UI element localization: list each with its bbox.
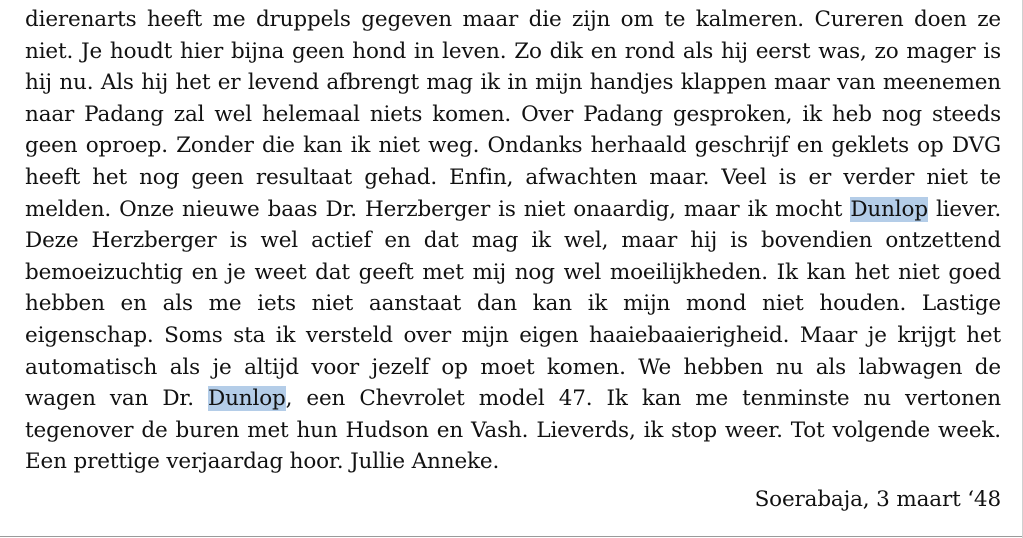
text-line: heeft het nog geen resultaat gehad. Enfin, afwachten maar. Veel is er verder niet te <box>25 164 1001 190</box>
text-line: hebben en als me iets niet aanstaat dan kan ik mijn mond niet houden. Lastige <box>25 291 1001 317</box>
search-highlight: Dunlop <box>850 196 928 222</box>
text-line: niet. Je houdt hier bijna geen hond in leven. Zo dik en rond als hij eerst was, zo mager is <box>25 38 1001 64</box>
text-line: tegenover de buren met hun Hudson en Vash. Lieverds, ik stop weer. Tot volgende week. <box>25 417 1001 443</box>
text-segment: liever. <box>935 196 1001 222</box>
text-line: geen oproep. Zonder die kan ik niet weg. Ondanks herhaald geschrijf en geklets op DVG <box>25 133 1001 159</box>
text-line: eigenschap. Soms sta ik versteld over mijn eigen haaiebaaierigheid. Maar je krijgt het <box>25 322 1001 348</box>
text-line: dierenarts heeft me druppels gegeven maar die zijn om te kalmeren. Cureren doen ze <box>25 7 1001 32</box>
search-highlight: Dunlop <box>207 386 286 412</box>
text-line: bemoeizuchtig en je weet dat geeft met mij nog wel moeilijkheden. Ik kan het niet goed <box>25 259 1001 285</box>
text-line: Deze Herzberger is wel actief en dat mag ik wel, maar hij is bovendien ontzettend <box>25 228 1001 254</box>
place-date-signoff: Soerabaja, 3 maart ‘48 <box>754 487 1001 512</box>
text-line <box>25 383 1001 415</box>
page-bottom-border <box>0 536 1023 537</box>
text-line <box>25 194 1001 226</box>
letter-paragraph <box>25 4 1001 478</box>
text-segment: , een Chevrolet model 47. Ik kan me tenminste nu vertonen <box>285 386 1001 412</box>
text-segment: wagen van Dr. <box>25 386 194 412</box>
text-line: naar Padang zal wel helemaal niets komen. Over Padang gesproken, ik heb nog steeds <box>25 101 1001 127</box>
text-segment: melden. Onze nieuwe baas Dr. Herzberger is niet onaardig, maar ik mocht <box>25 196 843 222</box>
text-line: Een prettige verjaardag hoor. Jullie Anneke. <box>25 449 500 475</box>
text-line: hij nu. Als hij het er levend afbrengt mag ik in mijn handjes klappen maar van meenemen <box>25 70 1001 96</box>
text-line: automatisch als je altijd voor jezelf op moet komen. We hebben nu als labwagen de <box>25 354 1001 380</box>
